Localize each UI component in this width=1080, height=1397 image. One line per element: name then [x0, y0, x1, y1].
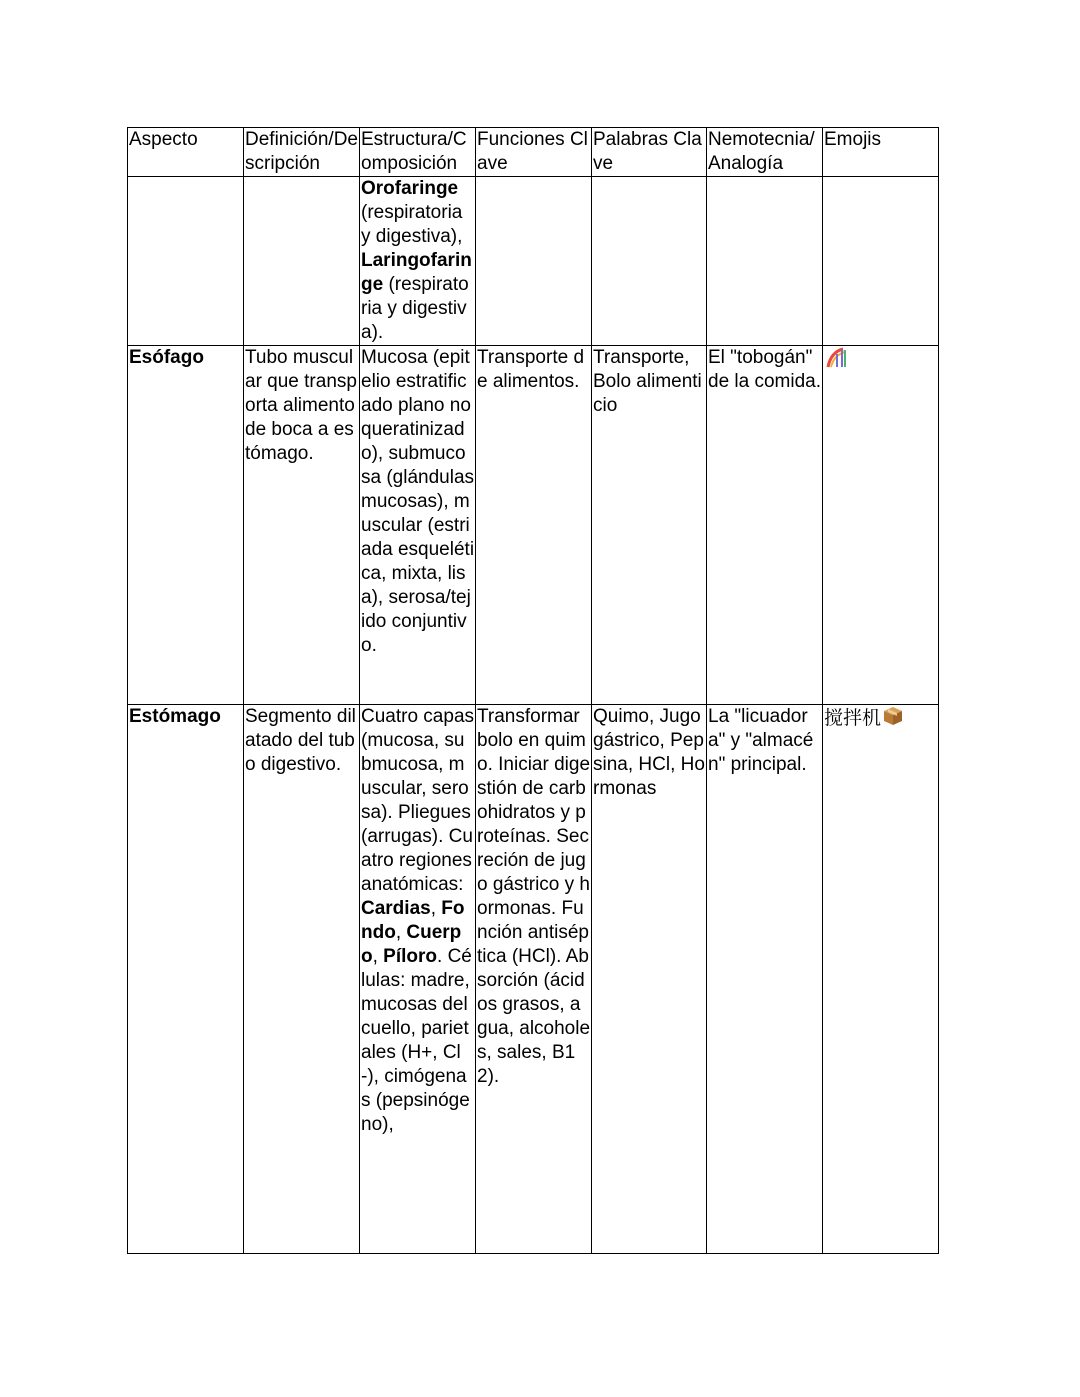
cell-estructura [360, 705, 476, 1254]
table-row-esofago [128, 346, 939, 705]
cell-palabras: Transporte, Bolo alimenticio [592, 346, 707, 705]
cell-funciones: Transporte de alimentos. [476, 346, 592, 705]
structure-text: Mucosa (epitelio estratificado plano no queratinizado), submucosa (glándulas mucosas), muscular (estriada esquelética, mixta, lisa), serosa/tejido conjuntivo. [361, 347, 475, 656]
cell-funciones: Transformar bolo en quimo. Iniciar digestión de carbohidratos y proteínas. Secreción de jugo gástrico y hormonas. Función antiséptica (HCl). Absorción (ácidos grasos, agua, alcoholes, sales, B12). [476, 705, 592, 1254]
structure-text: (respiratoria y digestiva), [361, 202, 463, 247]
cell-definicion: Segmento dilatado del tubo digestivo. [244, 705, 360, 1254]
structure-term: Cuerpo [361, 922, 462, 967]
header-row [128, 128, 939, 177]
structure-text: . Células: madre, mucosas del cuello, parietales (H+, Cl-), cimógenas (pepsinógeno), [361, 946, 472, 1135]
header-emojis: Emojis [823, 128, 939, 177]
structure-term: Píloro [383, 946, 438, 967]
structure-term: Laringofaringe [361, 250, 472, 295]
summary-table [127, 127, 939, 1254]
package-box-icon [882, 705, 904, 727]
cell-estructura [360, 177, 476, 346]
cell-estructura [360, 346, 476, 705]
structure-term: Fondo [361, 898, 465, 943]
header-nemotecnia: Nemotecnia/ Analogía [707, 128, 823, 177]
header-palabras: Palabras Clave [592, 128, 707, 177]
cell-aspecto [128, 177, 244, 346]
cell-definicion [244, 177, 360, 346]
header-estructura: Estructura/Composición [360, 128, 476, 177]
structure-term: Orofaringe [361, 178, 459, 199]
header-aspecto: Aspecto [128, 128, 244, 177]
cell-funciones [476, 177, 592, 346]
cell-palabras [592, 177, 707, 346]
structure-text: , [430, 898, 442, 919]
structure-term: Cardias [361, 898, 431, 919]
cell-aspecto: Estómago [128, 705, 244, 1254]
header-funciones: Funciones Clave [476, 128, 592, 177]
playground-slide-icon [825, 346, 849, 368]
structure-text: (respiratoria y digestiva). [361, 274, 469, 343]
emoji-text: 搅拌机 [824, 707, 882, 729]
cell-emojis [823, 705, 939, 1254]
cell-emojis [823, 177, 939, 346]
cell-nemotecnia [707, 177, 823, 346]
header-definicion: Definición/Descripción [244, 128, 360, 177]
table-row-faringe [128, 177, 939, 346]
cell-nemotecnia: La "licuadora" y "almacén" principal. [707, 705, 823, 1254]
cell-emojis [823, 346, 939, 705]
cell-definicion: Tubo muscular que transporta alimento de boca a estómago. [244, 346, 360, 705]
cell-aspecto: Esófago [128, 346, 244, 705]
cell-nemotecnia: El "tobogán" de la comida. [707, 346, 823, 705]
table-row-estomago [128, 705, 939, 1254]
structure-text: , [372, 946, 384, 967]
structure-text: , [395, 922, 407, 943]
cell-palabras: Quimo, Jugo gástrico, Pepsina, HCl, Hormonas [592, 705, 707, 1254]
structure-text: Cuatro capas (mucosa, submucosa, muscular, serosa). Pliegues (arrugas). Cuatro regiones anatómicas: [361, 706, 475, 895]
